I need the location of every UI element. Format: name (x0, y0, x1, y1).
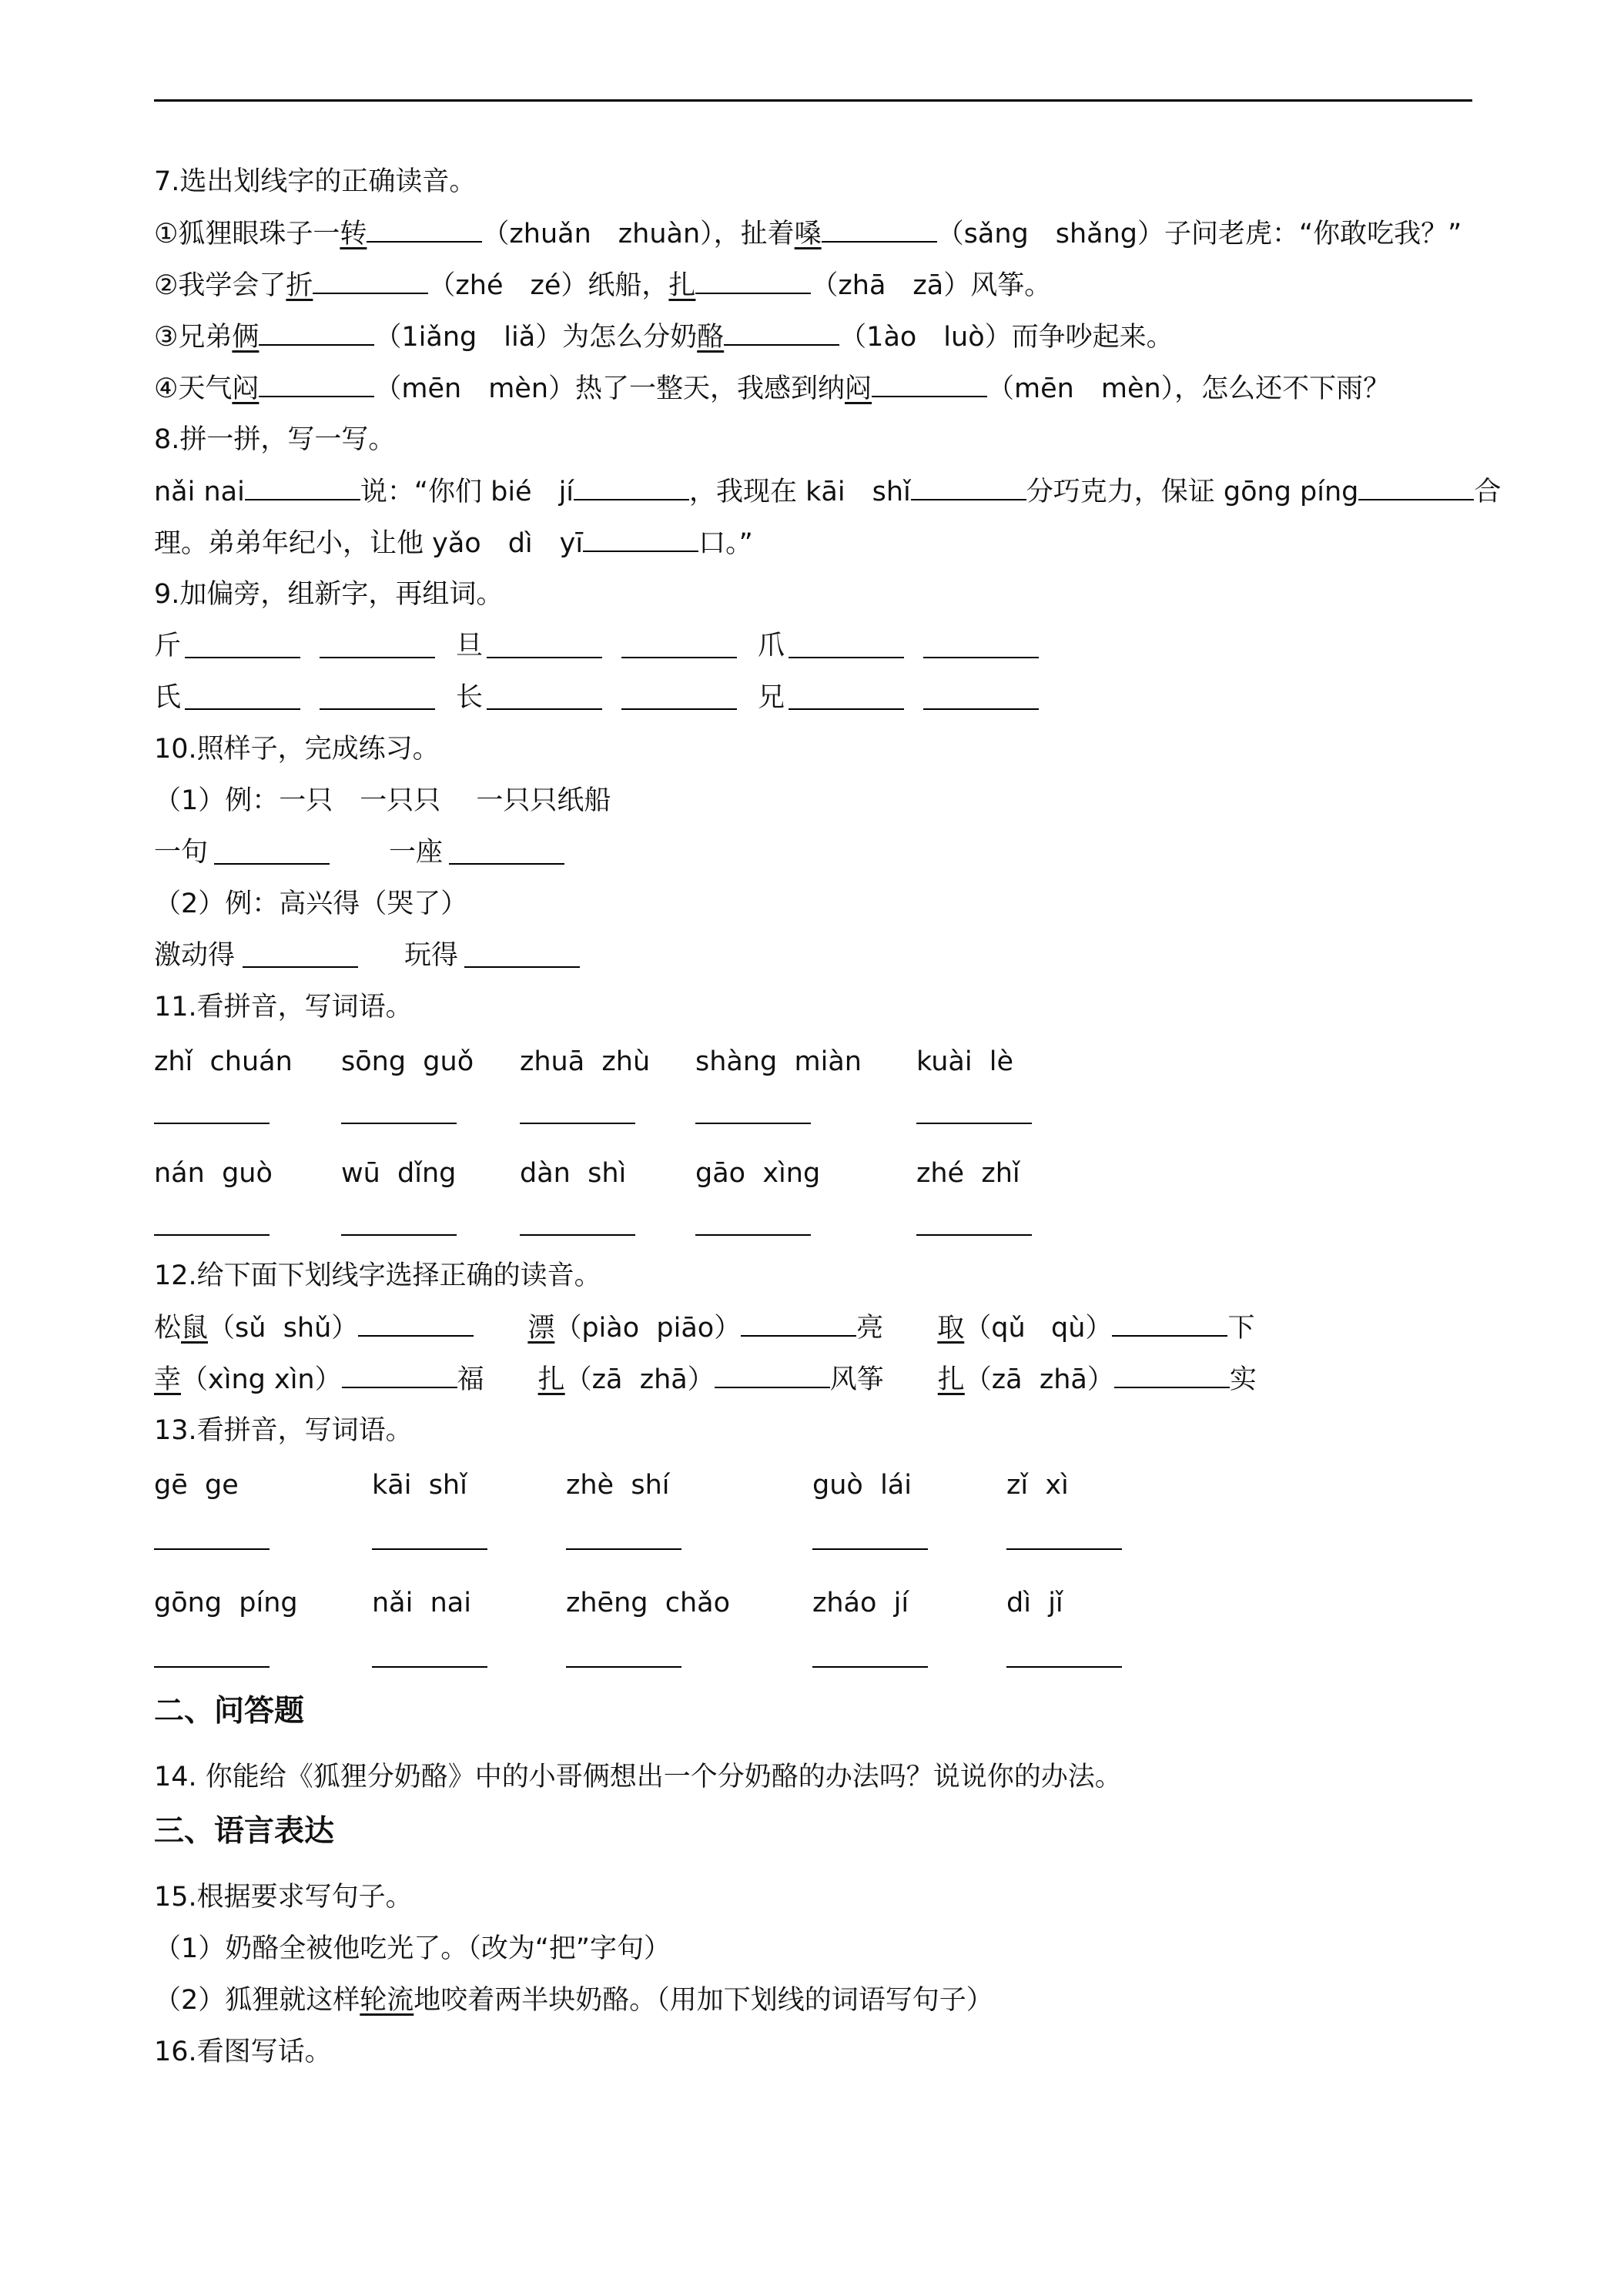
answer-blank[interactable] (449, 863, 564, 865)
question-10-example-2: （2）例：高兴得（哭了） (154, 889, 468, 919)
pinyin: wū dǐng (341, 1158, 457, 1189)
question-16: 16.看图写话。 (154, 2037, 332, 2067)
pinyin: gē ge (154, 1470, 239, 1501)
answer-blank[interactable] (372, 1548, 487, 1550)
pinyin: gāo xìng (695, 1158, 821, 1189)
question-10-title: 10.照样子，完成练习。 (154, 734, 440, 765)
answer-blank[interactable] (154, 1666, 270, 1668)
radical-char: 旦 (456, 631, 484, 661)
answer-blank[interactable] (358, 1309, 474, 1337)
question-14: 14. 你能给《狐狸分奶酪》中的小哥俩想出一个分奶酪的办法吗？说说你的办法。 (154, 1762, 1122, 1792)
radical-char: 斤 (154, 631, 182, 661)
answer-blank[interactable] (185, 657, 300, 658)
answer-blank[interactable] (341, 1234, 457, 1236)
question-7-item-2: ②我学会了折 （zhé zé）纸船，扎 （zhā zā）风筝。 (154, 266, 1051, 304)
answer-blank[interactable] (923, 657, 1039, 658)
answer-blank[interactable] (1006, 1666, 1122, 1668)
question-8-line-2: 理。弟弟年纪小，让他 yǎo dì yī 口。” (154, 524, 753, 562)
question-7-item-1: ①狐狸眼珠子一转 （zhuǎn zhuàn），扯着嗓 （sǎng shǎng）子问老虎：“你敢吃我？” (154, 215, 1462, 253)
pinyin: zhè shí (566, 1470, 670, 1501)
pinyin: zǐ xì (1006, 1470, 1069, 1501)
answer-blank[interactable] (916, 1234, 1032, 1236)
answer-blank[interactable] (1114, 1361, 1230, 1388)
pinyin: dàn shì (520, 1158, 627, 1189)
pinyin: zhǐ chuán (154, 1046, 293, 1077)
answer-blank[interactable] (520, 1123, 635, 1124)
pinyin: gōng píng (154, 1588, 298, 1618)
pinyin: zháo jí (812, 1588, 909, 1618)
answer-blank[interactable] (154, 1123, 270, 1124)
pinyin: dì jǐ (1006, 1588, 1063, 1618)
answer-blank[interactable] (566, 1666, 681, 1668)
radical-char: 长 (456, 682, 484, 713)
answer-blank[interactable] (313, 266, 428, 294)
answer-blank[interactable] (715, 1361, 830, 1388)
answer-blank[interactable] (154, 1234, 270, 1236)
answer-blank[interactable] (724, 318, 839, 346)
answer-blank[interactable] (320, 657, 435, 658)
answer-blank[interactable] (574, 473, 689, 500)
pinyin: nán guò (154, 1158, 273, 1189)
answer-blank[interactable] (695, 1123, 811, 1124)
answer-blank[interactable] (812, 1548, 928, 1550)
pinyin: shàng miàn (695, 1046, 862, 1077)
pinyin: kuài lè (916, 1046, 1014, 1077)
radical-char: 兄 (758, 682, 785, 713)
pinyin: nǎi nai (372, 1588, 471, 1618)
answer-blank[interactable] (621, 657, 737, 658)
question-12-row-2: 幸（xìng xìn） 福 扎（zā zhā） 风筝 扎（zā zhā） 实 (154, 1361, 1257, 1398)
answer-blank[interactable] (487, 708, 602, 710)
answer-blank[interactable] (243, 966, 358, 968)
question-10-example-1: （1）例：一只 一只只 一只只纸船 (154, 785, 611, 816)
question-15-item-2: （2）狐狸就这样轮流地咬着两半块奶酪。（用加下划线的词语写句子） (154, 1985, 993, 2016)
answer-blank[interactable] (911, 473, 1026, 500)
answer-blank[interactable] (464, 966, 580, 968)
answer-blank[interactable] (1006, 1548, 1122, 1550)
answer-blank[interactable] (342, 1361, 457, 1388)
answer-blank[interactable] (789, 657, 904, 658)
pinyin: zhuā zhù (520, 1046, 651, 1077)
answer-blank[interactable] (520, 1234, 635, 1236)
answer-blank[interactable] (583, 524, 698, 552)
answer-blank[interactable] (245, 473, 360, 500)
radical-char: 氏 (154, 682, 182, 713)
answer-blank[interactable] (789, 708, 904, 710)
answer-blank[interactable] (372, 1666, 487, 1668)
answer-blank[interactable] (695, 266, 811, 294)
answer-blank[interactable] (621, 708, 737, 710)
answer-blank[interactable] (1358, 473, 1474, 500)
pinyin: zhēng chǎo (566, 1588, 731, 1618)
answer-blank[interactable] (154, 1548, 270, 1550)
question-8-line-1: nǎi nai 说：“你们 bié jí ，我现在 kāi shǐ 分巧克力，保证 gōng píng 合 (154, 473, 1501, 510)
question-13-title: 13.看拼音，写词语。 (154, 1415, 413, 1446)
section-2-heading: 二、问答题 (154, 1694, 305, 1729)
question-15-title: 15.根据要求写句子。 (154, 1882, 413, 1913)
answer-blank[interactable] (320, 708, 435, 710)
pinyin: kāi shǐ (372, 1470, 467, 1501)
answer-blank[interactable] (185, 708, 300, 710)
answer-blank[interactable] (566, 1548, 681, 1550)
pinyin: guò lái (812, 1470, 912, 1501)
answer-blank[interactable] (367, 215, 482, 243)
question-7-title: 7.选出划线字的正确读音。 (154, 166, 477, 197)
answer-blank[interactable] (916, 1123, 1032, 1124)
answer-blank[interactable] (812, 1666, 928, 1668)
answer-blank[interactable] (341, 1123, 457, 1124)
radical-char: 爪 (758, 631, 785, 661)
answer-blank[interactable] (872, 370, 987, 397)
question-7-item-3: ③兄弟俩 （1iǎng liǎ）为怎么分奶酪 （1ào luò）而争吵起来。 (154, 318, 1174, 356)
answer-blank[interactable] (822, 215, 937, 243)
pinyin: zhé zhǐ (916, 1158, 1020, 1189)
question-12-row-1: 松鼠（sǔ shǔ） 漂（piào piāo） 亮 取（qǔ qù） 下 (154, 1309, 1254, 1347)
question-15-item-1: （1）奶酪全被他吃光了。（改为“把”字句） (154, 1933, 671, 1964)
answer-blank[interactable] (923, 708, 1039, 710)
question-12-title: 12.给下面下划线字选择正确的读音。 (154, 1260, 601, 1291)
answer-blank[interactable] (259, 370, 374, 397)
header-rule (154, 99, 1472, 102)
answer-blank[interactable] (741, 1309, 856, 1337)
question-8-title: 8.拼一拼，写一写。 (154, 424, 396, 455)
question-9-title: 9.加偏旁，组新字，再组词。 (154, 579, 504, 610)
question-11-title: 11.看拼音，写词语。 (154, 992, 413, 1022)
answer-blank[interactable] (695, 1234, 811, 1236)
answer-blank[interactable] (259, 318, 374, 346)
answer-blank[interactable] (1112, 1309, 1227, 1337)
answer-blank[interactable] (487, 657, 602, 658)
question-7-item-4: ④天气闷 （mēn mèn）热了一整天，我感到纳闷 （mēn mèn），怎么还不下雨？ (154, 370, 1390, 407)
section-3-heading: 三、语言表达 (154, 1814, 335, 1849)
answer-blank[interactable] (214, 863, 330, 865)
pinyin: sōng guǒ (341, 1046, 474, 1077)
